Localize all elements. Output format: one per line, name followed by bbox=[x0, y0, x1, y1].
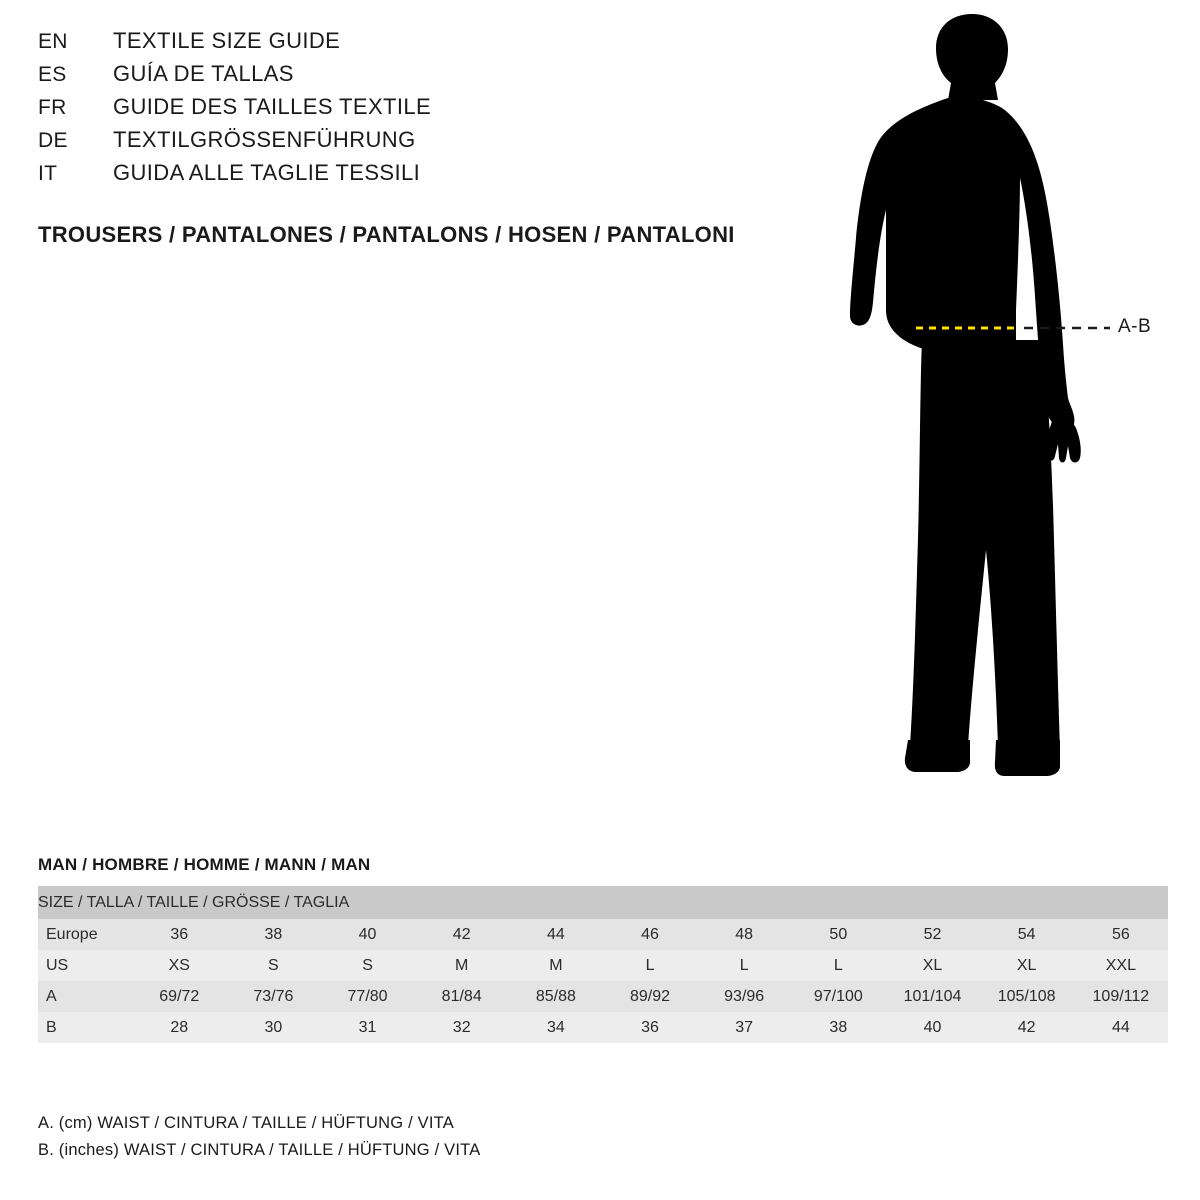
row-label: Europe bbox=[38, 919, 132, 950]
table-cell: S bbox=[226, 950, 320, 981]
silhouette-icon bbox=[850, 14, 1081, 776]
table-cell: XL bbox=[980, 950, 1074, 981]
table-cell: 42 bbox=[980, 1012, 1074, 1043]
table-cell: 50 bbox=[791, 919, 885, 950]
language-code: EN bbox=[38, 30, 68, 53]
table-cell: 89/92 bbox=[603, 981, 697, 1012]
body-silhouette-figure bbox=[820, 10, 1200, 800]
language-row bbox=[38, 28, 818, 61]
language-title: TEXTILE SIZE GUIDE bbox=[113, 28, 341, 53]
language-title: GUIDE DES TAILLES TEXTILE bbox=[113, 94, 432, 119]
table-cell: 56 bbox=[1074, 919, 1168, 950]
table-row bbox=[38, 1012, 1168, 1043]
table-header-row bbox=[38, 886, 1168, 919]
table-cell: 52 bbox=[885, 919, 979, 950]
table-cell: 73/76 bbox=[226, 981, 320, 1012]
table-cell: L bbox=[697, 950, 791, 981]
table-caption: MAN / HOMBRE / HOMME / MANN / MAN bbox=[38, 855, 371, 874]
language-code: IT bbox=[38, 162, 58, 185]
table-cell: 81/84 bbox=[415, 981, 509, 1012]
table-cell: 54 bbox=[980, 919, 1074, 950]
table-cell: 69/72 bbox=[132, 981, 226, 1012]
language-code: FR bbox=[38, 96, 67, 119]
language-row bbox=[38, 160, 818, 193]
table-row bbox=[38, 919, 1168, 950]
table-row bbox=[38, 950, 1168, 981]
table-cell: 38 bbox=[791, 1012, 885, 1043]
size-table-section bbox=[38, 855, 1168, 1043]
row-label: A bbox=[38, 981, 132, 1012]
language-code: ES bbox=[38, 63, 67, 86]
language-title-block bbox=[38, 28, 818, 193]
language-title: GUIDA ALLE TAGLIE TESSILI bbox=[113, 160, 421, 185]
table-cell: 38 bbox=[226, 919, 320, 950]
table-cell: 85/88 bbox=[509, 981, 603, 1012]
table-cell: 36 bbox=[603, 1012, 697, 1043]
table-cell: 37 bbox=[697, 1012, 791, 1043]
table-cell: 30 bbox=[226, 1012, 320, 1043]
table-cell: 109/112 bbox=[1074, 981, 1168, 1012]
size-table bbox=[38, 886, 1168, 1043]
language-row bbox=[38, 61, 818, 94]
language-code: DE bbox=[38, 129, 68, 152]
table-cell: L bbox=[603, 950, 697, 981]
table-cell: XL bbox=[885, 950, 979, 981]
table-cell: L bbox=[791, 950, 885, 981]
table-cell: 101/104 bbox=[885, 981, 979, 1012]
table-cell: M bbox=[509, 950, 603, 981]
table-cell: 40 bbox=[320, 919, 414, 950]
table-cell: 31 bbox=[320, 1012, 414, 1043]
language-title: GUÍA DE TALLAS bbox=[113, 61, 294, 86]
row-label: B bbox=[38, 1012, 132, 1043]
garment-type-title: TROUSERS / PANTALONES / PANTALONS / HOSEN / PANTALONI bbox=[38, 222, 735, 247]
table-row bbox=[38, 981, 1168, 1012]
language-row bbox=[38, 94, 818, 127]
table-cell: 32 bbox=[415, 1012, 509, 1043]
table-cell: 34 bbox=[509, 1012, 603, 1043]
table-cell: 46 bbox=[603, 919, 697, 950]
language-row bbox=[38, 127, 818, 160]
language-title: TEXTILGRÖSSENFÜHRUNG bbox=[113, 127, 416, 152]
table-header-label: SIZE / TALLA / TAILLE / GRÖSSE / TAGLIA bbox=[38, 886, 1168, 919]
table-cell: XXL bbox=[1074, 950, 1168, 981]
table-cell: 48 bbox=[697, 919, 791, 950]
table-cell: 77/80 bbox=[320, 981, 414, 1012]
table-cell: 105/108 bbox=[980, 981, 1074, 1012]
measure-label-ab: A-B bbox=[1118, 316, 1152, 337]
table-cell: 40 bbox=[885, 1012, 979, 1043]
footnote-a: A. (cm) WAIST / CINTURA / TAILLE / HÜFTUNG / VITA bbox=[38, 1114, 454, 1132]
table-cell: 93/96 bbox=[697, 981, 791, 1012]
table-cell: 36 bbox=[132, 919, 226, 950]
table-cell: 44 bbox=[509, 919, 603, 950]
table-cell: 28 bbox=[132, 1012, 226, 1043]
table-cell: 42 bbox=[415, 919, 509, 950]
table-cell: 44 bbox=[1074, 1012, 1168, 1043]
table-cell: 97/100 bbox=[791, 981, 885, 1012]
footnote-b: B. (inches) WAIST / CINTURA / TAILLE / HÜFTUNG / VITA bbox=[38, 1141, 481, 1159]
table-cell: XS bbox=[132, 950, 226, 981]
table-cell: S bbox=[320, 950, 414, 981]
footnotes-block bbox=[38, 1110, 480, 1164]
table-cell: M bbox=[415, 950, 509, 981]
row-label: US bbox=[38, 950, 132, 981]
